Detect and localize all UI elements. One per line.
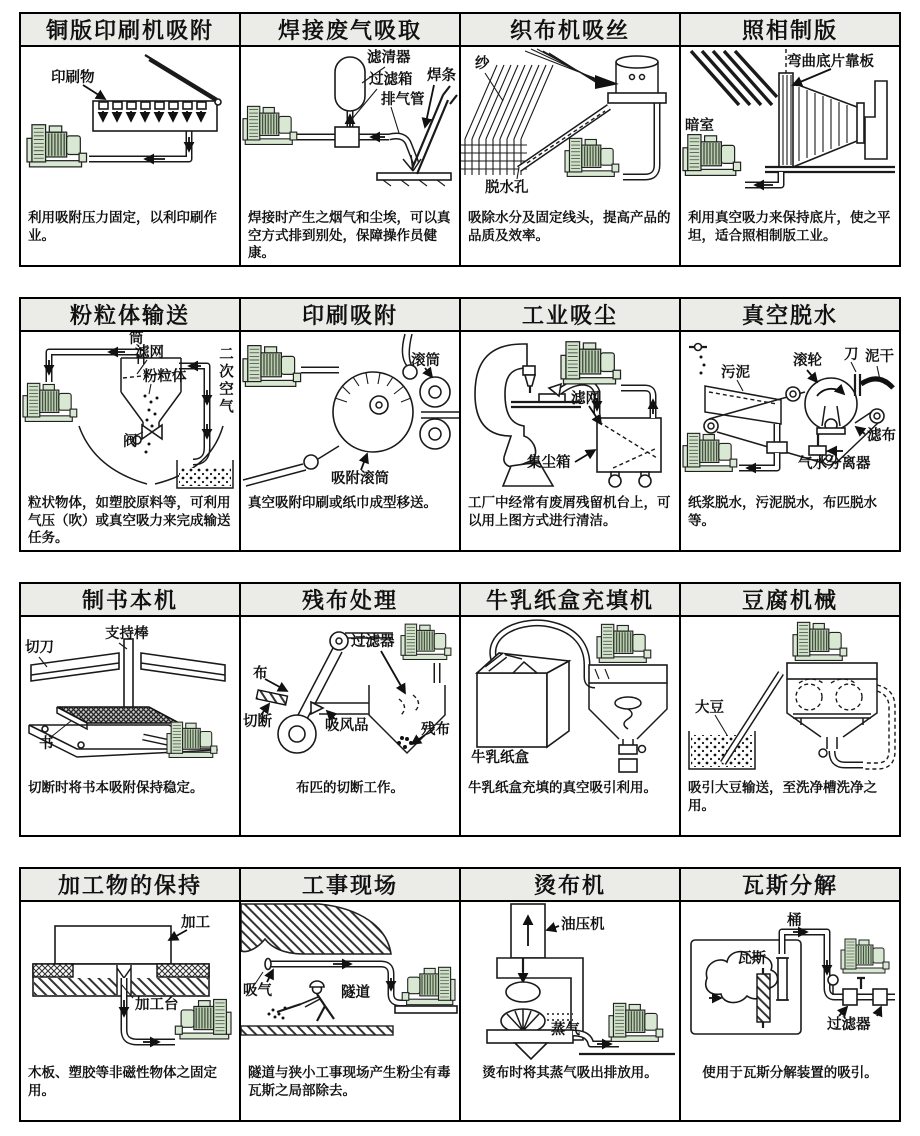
panel-illustration: [681, 332, 899, 492]
panel-illustration: [241, 332, 459, 492]
panel-loom-thread-suction: [459, 12, 681, 267]
panel-title: 牛乳纸盒充填机: [461, 584, 679, 617]
panel-caption: 利用真空吸力来保持底片，使之平坦，适合照相制版工业。: [688, 210, 891, 243]
panel-illustration: [681, 617, 899, 777]
row-1: [19, 12, 920, 267]
panel-powder-granule-conveying: [19, 297, 241, 552]
diagram-label: 切刀: [25, 640, 54, 656]
panel-industrial-dust-collection: [459, 297, 681, 552]
diagram-label: 书: [39, 736, 54, 752]
diagram-label: 加工台: [135, 997, 179, 1013]
diagram-label: 泥干: [865, 349, 894, 365]
panel-photo-platemaking: [679, 12, 901, 267]
diagram-label: 滤网: [571, 391, 600, 407]
panel-title: 工事现场: [241, 869, 459, 902]
ring-blower-icon: [23, 383, 77, 421]
ring-blower-icon: [402, 967, 455, 1004]
diagram-label: 过滤器: [351, 634, 395, 650]
diagram-label: 过滤器: [827, 1017, 871, 1033]
panel-milk-carton-filling: [459, 582, 681, 837]
panel-illustration: [681, 47, 899, 207]
panel-title: 织布机吸丝: [461, 14, 679, 47]
diagram-label: 排气管: [381, 92, 425, 108]
panel-caption: 工厂中经常有废屑残留机台上，可以用上图方式进行清洁。: [468, 495, 671, 528]
diagram-label: 滚轮: [793, 353, 822, 369]
illustration-tofu: [681, 617, 899, 777]
panel-caption: 真空吸附印刷或纸巾成型移送。: [248, 495, 437, 510]
diagram-label: 切断: [243, 714, 272, 730]
panel-title: 加工物的保持: [21, 869, 239, 902]
powder-granules: [144, 395, 159, 454]
row-2: [19, 297, 920, 552]
panel-caption: 纸浆脱水，污泥脱水，布匹脱水等。: [688, 495, 877, 528]
panel-illustration: [681, 902, 899, 1062]
row-4: [19, 867, 920, 1122]
diagram-label: 加工: [181, 915, 210, 931]
diagram-label: 滤清器: [367, 50, 411, 66]
illustration-tunnel: [241, 902, 459, 1062]
ring-blower-icon: [565, 138, 619, 176]
panel-title: 粉粒体输送: [21, 299, 239, 332]
panel-printing-suction: [239, 297, 461, 552]
ring-blower-icon: [175, 999, 231, 1038]
ring-blower-icon: [683, 135, 741, 176]
panel-scrap-cloth-handling: [239, 582, 461, 837]
ring-blower-icon: [27, 125, 87, 167]
panel-title: 残布处理: [241, 584, 459, 617]
panel-illustration: [461, 47, 679, 207]
panel-caption: 焊接时产生之烟气和尘埃，可以真空方式排到别处，保障操作员健康。: [248, 210, 451, 260]
panel-tofu-machinery: [679, 582, 901, 837]
panel-title: 真空脱水: [681, 299, 899, 332]
diagram-label: 二次空气: [217, 346, 233, 416]
panel-title: 制书本机: [21, 584, 239, 617]
diagram-label: 隧道: [341, 985, 370, 1001]
panel-caption: 吸引大豆输送，至洗净槽洗净之用。: [688, 780, 877, 813]
illustration-powder: [21, 332, 239, 492]
diagram-label: 大豆: [695, 700, 724, 716]
panel-caption: 粒状物体，如塑胶原料等，可利用气压（吹）或真空吸力来完成输送任务。: [28, 495, 231, 545]
panel-illustration: [21, 332, 239, 492]
panel-caption: 使用于瓦斯分解装置的吸引。: [702, 1065, 878, 1080]
panel-illustration: [241, 902, 459, 1062]
panel-title: 照相制版: [681, 14, 899, 47]
panel-book-making-machine: [19, 582, 241, 837]
diagram-label: 暗室: [685, 118, 714, 134]
panel-vacuum-dewatering: [679, 297, 901, 552]
panel-illustration: [241, 47, 459, 207]
panel-workpiece-holding: [19, 867, 241, 1122]
row-3: [19, 582, 920, 837]
diagram-label: 刀: [844, 347, 859, 363]
panel-illustration: [21, 47, 239, 207]
panel-caption: 隧道与狭小工事现场产生粉尘有毒瓦斯之局部除去。: [248, 1065, 451, 1098]
diagram-label: 桶: [787, 913, 802, 929]
panel-caption: 烫布时将其蒸气吸出排放用。: [482, 1065, 658, 1080]
panel-illustration: [21, 902, 239, 1062]
diagram-label: 残布: [421, 722, 450, 738]
panel-caption: 切断时将书本吸附保持稳定。: [28, 780, 204, 795]
diagram-label: 滚筒: [411, 353, 440, 369]
diagram-label: 阀: [123, 434, 138, 450]
diagram-label: 蒸气: [551, 1022, 580, 1038]
ring-blower-icon: [841, 939, 889, 973]
ring-blower-icon: [243, 106, 297, 144]
diagram-label: 瓦斯: [737, 951, 766, 967]
panel-illustration: [21, 617, 239, 777]
diagram-label: 吸附滚筒: [331, 471, 389, 487]
panel-caption: 牛乳纸盒充填的真空吸引利用。: [468, 780, 657, 795]
panel-caption: 布匹的切断工作。: [296, 780, 404, 795]
panel-title: 铜版印刷机吸附: [21, 14, 239, 47]
panel-title: 工业吸尘: [461, 299, 679, 332]
ring-blower-icon: [561, 342, 621, 384]
diagram-label: 支持棒: [105, 626, 149, 642]
panel-illustration: [241, 617, 459, 777]
panel-gas-decomposition: [679, 867, 901, 1122]
ring-blower-icon: [683, 433, 737, 471]
diagram-label: 布: [253, 666, 268, 682]
diagram-label: 吸风品: [325, 718, 369, 734]
diagram-label: 油压机: [561, 917, 605, 933]
illustration-scrapcloth: [241, 617, 459, 777]
panel-title: 烫布机: [461, 869, 679, 902]
panel-welding-fume-extraction: [239, 12, 461, 267]
panel-copperplate-printing-suction: [19, 12, 241, 267]
diagram-label: 污泥: [721, 365, 750, 381]
panel-illustration: [461, 617, 679, 777]
ring-blower-icon: [793, 622, 847, 660]
diagram-label: 脱水孔: [485, 180, 529, 196]
diagram-label: 弯曲底片靠板: [787, 54, 874, 70]
ring-blower-icon: [597, 624, 651, 662]
panel-illustration: [461, 332, 679, 492]
panel-title: 瓦斯分解: [681, 869, 899, 902]
diagram-label: 滤网: [135, 345, 164, 361]
ring-blower-icon: [401, 624, 451, 659]
diagram-label: 粉粒体: [143, 369, 187, 385]
diagram-label: 印刷物: [51, 70, 95, 86]
diagram-label: 吸气: [243, 983, 272, 999]
diagram-label: 过滤箱: [369, 72, 413, 88]
ring-blower-icon: [167, 722, 217, 757]
diagram-label: 气水分离器: [798, 456, 871, 472]
worker-figure: [277, 981, 334, 1021]
diagram-label: 筒: [129, 332, 144, 347]
panel-cloth-ironing: [459, 867, 681, 1122]
ring-blower-icon: [243, 346, 301, 387]
ring-blower-icon: [609, 1003, 663, 1041]
panel-title: 印刷吸附: [241, 299, 459, 332]
panel-caption: 利用吸附压力固定，以利印刷作业。: [28, 210, 217, 243]
diagram-label: 焊条: [427, 68, 456, 84]
diagram-label: 滤布: [867, 428, 896, 444]
panel-title: 豆腐机械: [681, 584, 899, 617]
panel-construction-site: [239, 867, 461, 1122]
panel-title: 焊接废气吸取: [241, 14, 459, 47]
panel-caption: 木板、塑胶等非磁性物体之固定用。: [28, 1065, 217, 1098]
diagram-label: 集尘箱: [527, 455, 571, 471]
diagram-label: 牛乳纸盒: [471, 750, 529, 766]
panel-caption: 吸除水分及固定线头，提高产品的品质及效率。: [468, 210, 671, 243]
diagram-label: 纱: [475, 56, 490, 72]
panel-illustration: [461, 902, 679, 1062]
